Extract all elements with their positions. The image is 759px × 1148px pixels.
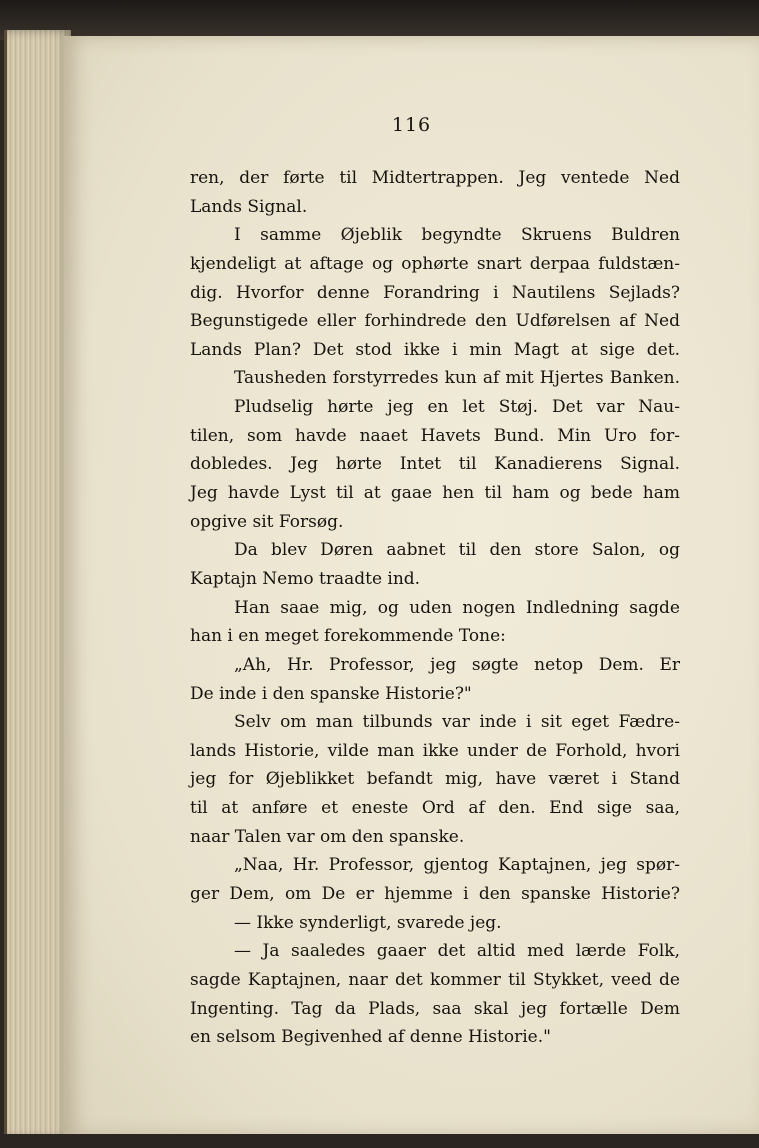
text-line: Selv om man tilbunds var inde i sit eget Fædre- [234, 712, 680, 733]
text-line: ren, der førte til Midtertrappen. Jeg ventede Ned [190, 168, 680, 188]
text-line: lands Historie, vilde man ikke under de Forhold, hvori [190, 740, 680, 761]
text-line: tilen, som havde naaet Havets Bund. Min Uro for- [190, 425, 680, 446]
text-line: Da blev Døren aabnet til den store Salon, og [234, 540, 680, 561]
text-line: dig. Hvorfor denne Forandring i Nautilens Sejlads? [190, 282, 680, 303]
text-line: naar Talen var om den spanske. [190, 826, 465, 847]
text-line: „Naa, Hr. Professor, gjentog Kaptajnen, jeg spør- [234, 855, 680, 876]
text-line: en selsom Begivenhed af denne Historie." [190, 1027, 551, 1048]
text-line: Jeg havde Lyst til at gaae hen til ham og bede ham [190, 483, 680, 504]
text-line: Pludselig hørte jeg en let Støj. Det var Nau- [234, 397, 680, 418]
text-line: kjendeligt at aftage og ophørte snart derpaa fuldstæn- [190, 253, 680, 274]
text-line: han i en meget forekommende Tone: [190, 626, 506, 647]
text-line: jeg for Øjeblikket befandt mig, have været i Stand [190, 769, 680, 790]
text-line: De inde i den spanske Historie?" [190, 683, 472, 704]
book-page [64, 36, 759, 1136]
text-line: Begunstigede eller forhindrede den Udførelsen af Ned [190, 311, 680, 332]
text-line: — Ikke synderligt, svarede jeg. [234, 912, 502, 933]
book-page-edges [4, 30, 71, 1138]
book-bottom-shadow [0, 1134, 759, 1148]
text-line: sagde Kaptajnen, naar det kommer til Stykket, veed de [190, 969, 680, 990]
text-line: Lands Plan? Det stod ikke i min Magt at sige det. [190, 339, 680, 360]
text-line: Kaptajn Nemo traadte ind. [190, 568, 421, 589]
text-line: Han saae mig, og uden nogen Indledning sagde [234, 597, 680, 618]
body-text [190, 164, 680, 1052]
text-line: til at anføre et eneste Ord af den. End sige saa, [190, 798, 680, 819]
text-line: Ingenting. Tag da Plads, saa skal jeg fortælle Dem [190, 998, 680, 1019]
text-line: I samme Øjeblik begyndte Skruens Buldren [234, 225, 680, 246]
text-line: dobledes. Jeg hørte Intet til Kanadierens Signal. [190, 454, 680, 475]
page-number: 116 [391, 114, 432, 136]
book-top-shadow [0, 0, 759, 40]
text-line: „Ah, Hr. Professor, jeg søgte netop Dem. Er [234, 654, 680, 675]
text-line: Lands Signal. [190, 196, 308, 217]
text-line: opgive sit Forsøg. [190, 511, 344, 532]
text-line: ger Dem, om De er hjemme i den spanske Historie? [190, 884, 680, 905]
text-line: — Ja saaledes gaaer det altid med lærde Folk, [234, 941, 680, 962]
text-line: Tausheden forstyrredes kun af mit Hjertes Banken. [234, 368, 680, 389]
